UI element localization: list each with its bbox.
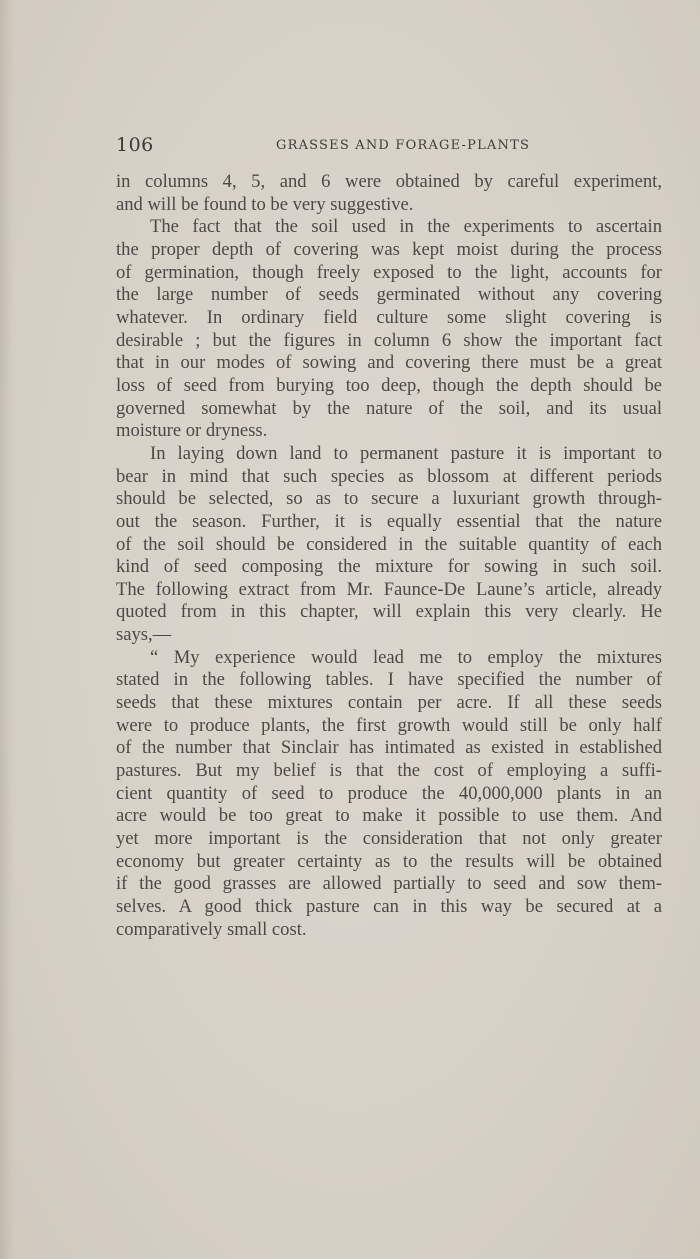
text-line: selves. A good thick pasture can in this way be secured at a bbox=[116, 896, 662, 917]
text-line: The fact that the soil used in the experiments to ascertain bbox=[150, 216, 662, 238]
text-line: loss of seed from burying too deep, though the depth should be bbox=[116, 374, 662, 396]
text-line: In laying down land to permanent pasture it is important to bbox=[150, 442, 662, 464]
body-text bbox=[116, 171, 662, 941]
text-line: that in our modes of sowing and covering there must be a great bbox=[116, 352, 662, 374]
text-line: were to produce plants, the first growth would still be only half bbox=[116, 714, 662, 736]
text-line: of germination, though freely exposed to the light, accounts for bbox=[116, 261, 662, 283]
text-line: of the soil should be considered in the suitable quantity of each bbox=[116, 533, 662, 555]
text-line: and will be found to be very suggestive. bbox=[116, 193, 414, 215]
running-title: GRASSES AND FORAGE-PLANTS bbox=[276, 138, 531, 153]
text-line: whatever. In ordinary field culture some slight covering is bbox=[116, 306, 662, 328]
text-line: acre would be too great to make it possible to use them. And bbox=[116, 805, 662, 827]
page-number: 106 bbox=[116, 134, 154, 156]
text-line: yet more important is the consideration that not only greater bbox=[116, 828, 662, 850]
text-line: governed somewhat by the nature of the soil, and its usual bbox=[116, 397, 662, 419]
text-line: economy but greater certainty as to the results will be obtained bbox=[116, 850, 662, 872]
text-line: says,— bbox=[116, 624, 172, 646]
text-line: desirable ; but the figures in column 6 show the important fact bbox=[116, 329, 662, 351]
text-line: The following extract from Mr. Faunce-De Laune’s article, already bbox=[116, 578, 662, 600]
text-line: should be selected, so as to secure a luxuriant growth through- bbox=[116, 488, 662, 510]
text-line: stated in the following tables. I have specified the number of bbox=[116, 669, 662, 691]
text-line: out the season. Further, it is equally essential that the nature bbox=[116, 510, 662, 532]
spine-shadow bbox=[0, 0, 14, 1259]
text-line: of the number that Sinclair has intimated as existed in established bbox=[116, 737, 662, 759]
text-line: quoted from in this chapter, will explain this very clearly. He bbox=[116, 601, 662, 623]
text-line: “ My experience would lead me to employ the mixtures bbox=[150, 646, 662, 668]
text-line: if the good grasses are allowed partially to seed and sow them- bbox=[116, 873, 662, 895]
text-line: bear in mind that such species as blossom at different periods bbox=[116, 465, 662, 487]
text-line: the large number of seeds germinated without any covering bbox=[116, 284, 662, 306]
page-header bbox=[116, 134, 662, 160]
text-line: seeds that these mixtures contain per acre. If all these seeds bbox=[116, 692, 662, 714]
text-line: kind of seed composing the mixture for sowing in such soil. bbox=[116, 556, 662, 578]
text-line: moisture or dryness. bbox=[116, 420, 268, 442]
text-line: pastures. But my belief is that the cost of employing a suffi- bbox=[116, 760, 662, 782]
text-line: comparatively small cost. bbox=[116, 918, 307, 940]
text-line: the proper depth of covering was kept moist during the process bbox=[116, 238, 662, 260]
text-line: in columns 4, 5, and 6 were obtained by careful experiment, bbox=[116, 171, 662, 192]
text-line: cient quantity of seed to produce the 40,000,000 plants in an bbox=[116, 782, 662, 804]
